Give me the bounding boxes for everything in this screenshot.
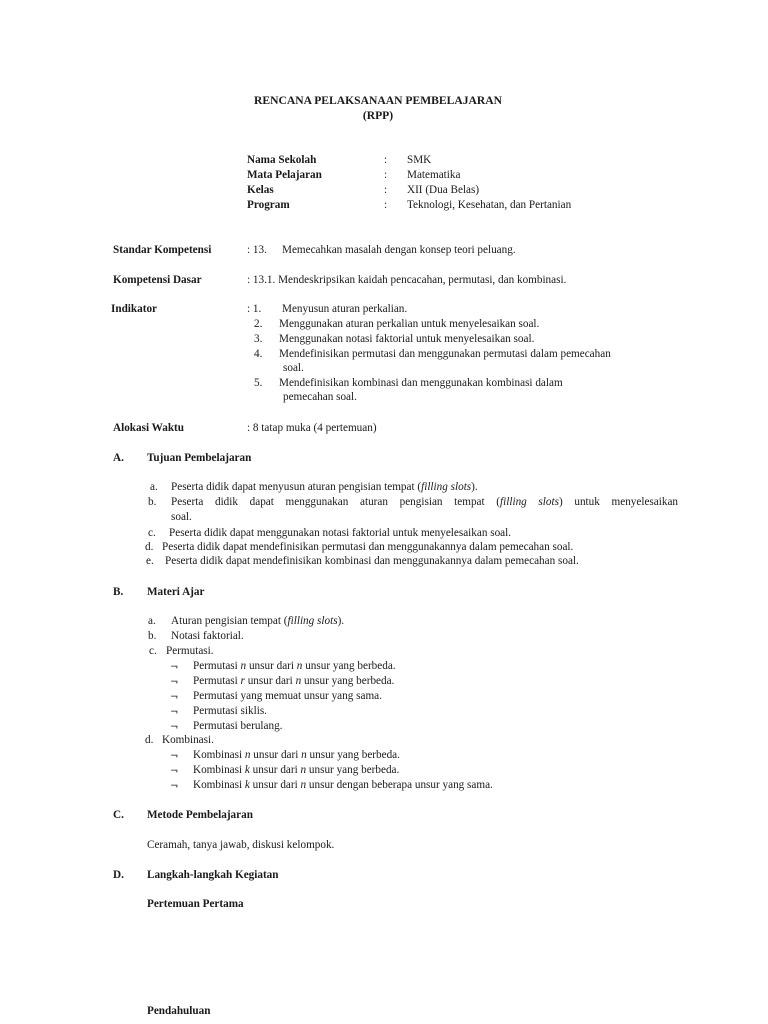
materi-item-a: Aturan pengisian tempat (filling slots).	[171, 615, 345, 627]
identity-separator: :	[384, 184, 388, 196]
section-d-letter: D.	[113, 869, 124, 881]
identity-label: Mata Pelajaran	[247, 169, 322, 181]
document-subtitle: (RPP)	[362, 109, 394, 122]
pendahuluan-heading: Pendahuluan	[147, 1005, 211, 1017]
bullet-icon: ¬	[170, 751, 179, 762]
permutasi-item: Permutasi yang memuat unsur yang sama.	[193, 690, 382, 702]
document-title: RENCANA PELAKSANAAN PEMBELAJARAN	[254, 94, 502, 107]
kombinasi-item: Kombinasi k unsur dari n unsur yang berbeda.	[193, 764, 400, 776]
identity-value: Matematika	[407, 169, 461, 181]
indikator-text: Menggunakan aturan perkalian untuk menyelesaikan soal.	[279, 318, 540, 330]
list-mark: d.	[145, 734, 154, 746]
indikator-number: 5.	[254, 377, 263, 389]
indikator-number: : 1.	[247, 303, 262, 315]
bullet-icon: ¬	[170, 766, 179, 777]
section-a-title: Tujuan Pembelajaran	[147, 452, 252, 464]
identity-label: Program	[247, 199, 290, 211]
kompetensi-text: : 13.1. Mendeskripsikan kaidah pencacahan, permutasi, dan kombinasi.	[247, 274, 567, 286]
section-c-title: Metode Pembelajaran	[147, 809, 253, 821]
indikator-number: 3.	[254, 333, 263, 345]
list-mark: d.	[145, 541, 154, 553]
tujuan-item-e: Peserta didik dapat mendefinisikan kombinasi dan menggunakannya dalam pemecahan soal.	[165, 555, 579, 567]
bullet-icon: ¬	[170, 677, 179, 688]
indikator-continuation: pemecahan soal.	[283, 391, 357, 403]
indikator-label: Indikator	[111, 303, 158, 315]
identity-value: Teknologi, Kesehatan, dan Pertanian	[407, 199, 572, 211]
kombinasi-item: Kombinasi k unsur dari n unsur dengan beberapa unsur yang sama.	[193, 779, 493, 791]
tujuan-item-a: Peserta didik dapat menyusun aturan pengisian tempat (filling slots).	[171, 481, 478, 493]
bullet-icon: ¬	[170, 692, 179, 703]
identity-separator: :	[384, 154, 388, 166]
standar-prefix: : 13.	[247, 244, 267, 256]
standar-text: Memecahkan masalah dengan konsep teori peluang.	[282, 244, 516, 256]
bullet-icon: ¬	[170, 781, 179, 792]
permutasi-item: Permutasi n unsur dari n unsur yang berbeda.	[193, 660, 396, 672]
tujuan-item-b: Peserta didik dapat menggunakan aturan pengisian tempat (filling slots) untuk menyelesaikan	[171, 496, 679, 508]
section-b-title: Materi Ajar	[147, 586, 205, 598]
kompetensi-label: Kompetensi Dasar	[113, 274, 202, 286]
list-mark: b.	[148, 496, 157, 508]
list-mark: e.	[146, 555, 154, 567]
list-mark: c.	[148, 527, 156, 539]
bullet-icon: ¬	[170, 707, 179, 718]
pertemuan-heading: Pertemuan Pertama	[147, 898, 244, 910]
indikator-number: 4.	[254, 348, 263, 360]
section-d-title: Langkah-langkah Kegiatan	[147, 869, 279, 881]
list-mark: b.	[148, 630, 157, 642]
materi-item-c: Permutasi.	[166, 645, 214, 657]
list-mark: c.	[149, 645, 157, 657]
identity-label: Nama Sekolah	[247, 154, 317, 166]
indikator-number: 2.	[254, 318, 263, 330]
alokasi-text: : 8 tatap muka (4 pertemuan)	[247, 422, 377, 434]
indikator-text: Menggunakan notasi faktorial untuk menyelesaikan soal.	[279, 333, 535, 345]
identity-value: SMK	[407, 154, 432, 166]
bullet-icon: ¬	[170, 722, 179, 733]
section-a-letter: A.	[113, 452, 124, 464]
permutasi-item: Permutasi siklis.	[193, 705, 267, 717]
metode-text: Ceramah, tanya jawab, diskusi kelompok.	[147, 839, 335, 851]
list-mark: a.	[148, 615, 156, 627]
section-c-letter: C.	[113, 809, 124, 821]
identity-label: Kelas	[247, 184, 274, 196]
alokasi-label: Alokasi Waktu	[113, 422, 184, 434]
identity-separator: :	[384, 169, 388, 181]
identity-value: XII (Dua Belas)	[407, 184, 480, 196]
materi-item-d: Kombinasi.	[162, 734, 214, 746]
bullet-icon: ¬	[170, 662, 179, 673]
tujuan-item-b-continuation: soal.	[171, 511, 192, 523]
identity-separator: :	[384, 199, 388, 211]
indikator-text: Menyusun aturan perkalian.	[282, 303, 408, 315]
indikator-text: Mendefinisikan permutasi dan menggunakan permutasi dalam pemecahan	[279, 348, 611, 360]
kombinasi-item: Kombinasi n unsur dari n unsur yang berbeda.	[193, 749, 400, 761]
section-b-letter: B.	[113, 586, 124, 598]
tujuan-item-d: Peserta didik dapat mendefinisikan permutasi dan menggunakannya dalam pemecahan soal.	[162, 541, 574, 553]
indikator-text: Mendefinisikan kombinasi dan menggunakan kombinasi dalam	[279, 377, 563, 389]
standar-label: Standar Kompetensi	[113, 244, 212, 256]
materi-item-b: Notasi faktorial.	[171, 630, 244, 642]
tujuan-item-c: Peserta didik dapat menggunakan notasi faktorial untuk menyelesaikan soal.	[169, 527, 512, 539]
permutasi-item: Permutasi r unsur dari n unsur yang berbeda.	[193, 675, 395, 687]
indikator-continuation: soal.	[283, 362, 304, 374]
list-mark: a.	[150, 481, 158, 493]
permutasi-item: Permutasi berulang.	[193, 720, 283, 732]
